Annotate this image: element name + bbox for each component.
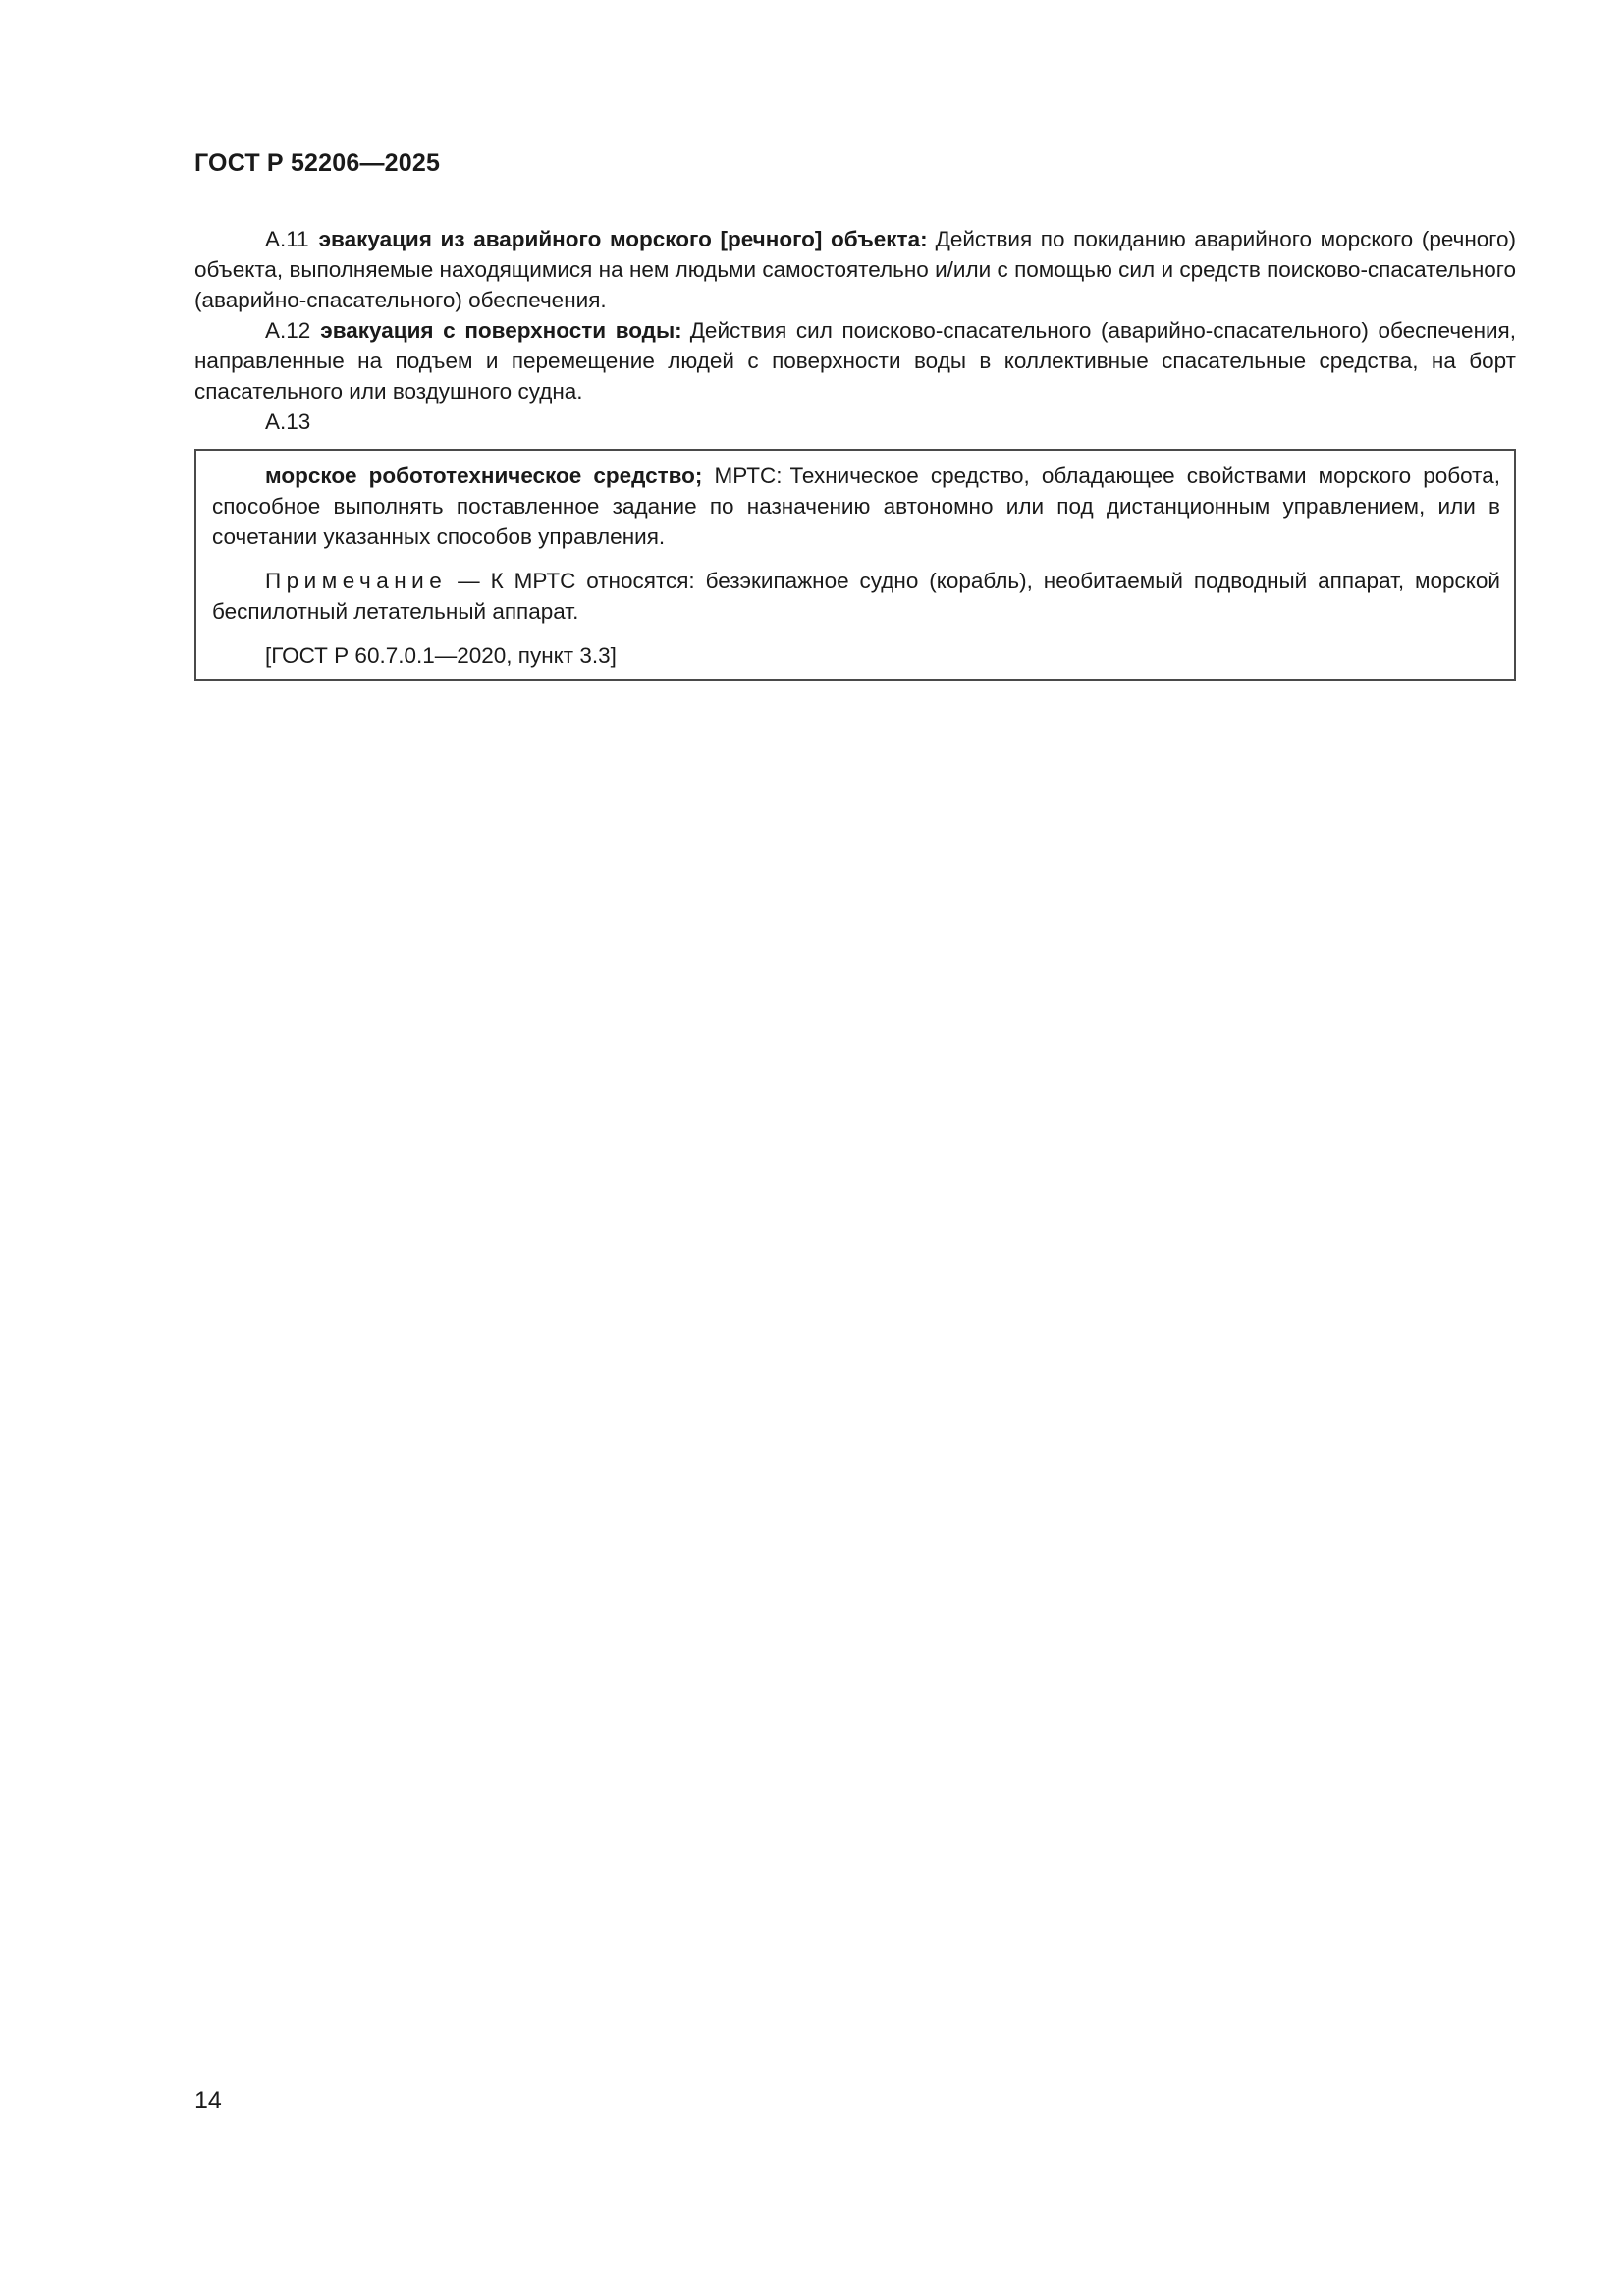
boxed-term: морское робототехническое средство; <box>265 464 703 488</box>
entry-term: эвакуация с поверхности воды: <box>320 318 682 343</box>
boxed-definition-paragraph <box>212 461 1500 552</box>
document-code-header: ГОСТ Р 52206—2025 <box>194 149 441 177</box>
entry-term: эвакуация из аварийного морского [речного] объекта: <box>318 227 928 251</box>
source-reference: [ГОСТ Р 60.7.0.1—2020, пункт 3.3] <box>265 643 617 668</box>
entry-a11 <box>194 224 1516 315</box>
note-text: — К МРТС относятся: безэкипажное судно (корабль), необитаемый подводный аппарат, морской беспилотный летательный аппарат. <box>212 569 1500 624</box>
boxed-note <box>212 566 1500 627</box>
entry-definition: Действия сил поисково-спасательного (аварийно-спасательного) обеспечения, направленные на подъем и перемещение людей с поверхности воды в коллективные спасательные средства, на борт спасательного или воздушного судна. <box>194 318 1516 404</box>
entry-number: А.11 <box>265 227 309 251</box>
entry-number: А.13 <box>265 410 311 434</box>
entry-a12 <box>194 315 1516 407</box>
boxed-term-definition <box>194 449 1516 681</box>
entry-a13 <box>194 407 1516 437</box>
page-number: 14 <box>194 2087 222 2114</box>
entry-number: А.12 <box>265 318 311 343</box>
boxed-abbreviation: МРТС: <box>714 464 783 488</box>
boxed-definition: Техническое средство, обладающее свойствами морского робота, способное выполнять поставленное задание по назначению автономно или под дистанционным управлением, или в сочетании указанных способов управления. <box>212 464 1501 549</box>
boxed-source-reference <box>212 640 1500 671</box>
entry-definition: Действия по покиданию аварийного морского (речного) объекта, выполняемые находящимися на нем людьми самостоятельно и/или с помощью сил и средств поисково-спасательного (аварийно-спасательного) обеспечения. <box>194 227 1516 312</box>
note-label: Примечание <box>265 569 448 593</box>
document-body <box>194 224 1516 681</box>
